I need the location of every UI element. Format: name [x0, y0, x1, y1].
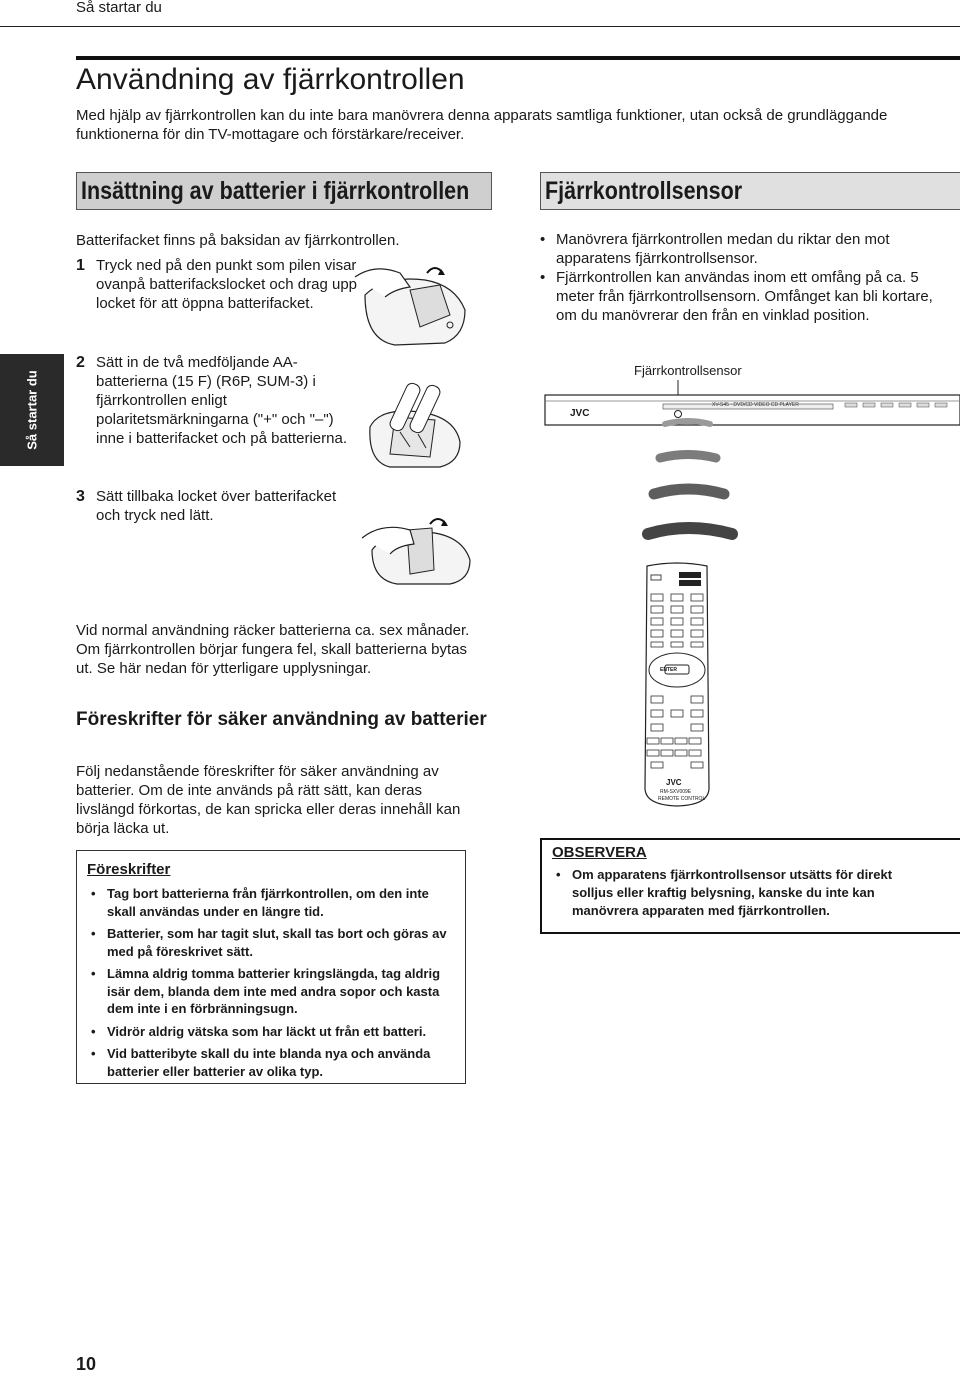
remote-brand: JVC	[666, 778, 682, 787]
step-1-text: Tryck ned på den punkt som pilen visar ovanpå batterifackslocket och drag upp locket för att öppna batterifacket.	[96, 257, 357, 312]
step-3	[76, 487, 346, 525]
normal-use-paragraph: Vid normal användning räcker batterierna ca. sex månader. Om fjärrkontrollen börjar fungera fel, skall batterierna bytas ut. Se här nedan för ytterligare upplysningar.	[76, 622, 470, 677]
sensor-bullet: • Fjärrkontrollen kan användas inom ett omfång på ca. 5 meter från fjärrkontrollsensorn. Omfånget kan bli kortare, om du manövrerar den från en vinklad position.	[538, 268, 956, 325]
header-rule	[0, 26, 960, 27]
caution-list	[89, 885, 457, 1085]
side-tab	[0, 354, 64, 466]
note-box-title: OBSERVERA	[552, 844, 647, 861]
step-3-text: Sätt tillbaka locket över batterifacket och tryck ned lätt.	[96, 488, 337, 524]
battery-section-header	[76, 172, 492, 210]
sensor-bullets	[538, 230, 956, 325]
battery-section-heading: Insättning av batterier i fjärrkontrollen	[81, 177, 470, 205]
device-model-text: XV-S45 · DVD/CD VIDEO CD PLAYER	[712, 402, 799, 408]
safety-paragraph: Följ nedanstående föreskrifter för säker användning av batterier. Om de inte används på rätt sätt, kan deras livslängd förkortas, de kan spricka eller deras innehåll kan börja läcka ut.	[76, 763, 461, 837]
ir-signal-icon	[640, 418, 740, 568]
battery-lead: Batterifacket finns på baksidan av fjärrkontrollen.	[76, 232, 400, 249]
sensor-bullet: • Manövrera fjärrkontrollen medan du riktar den mot apparatens fjärrkontrollsensor.	[538, 230, 956, 268]
remote-caption: REMOTE CONTROL	[658, 796, 706, 802]
step-3-number: 3	[76, 488, 85, 505]
dvd-player-illustration	[545, 393, 960, 429]
remote-control-illustration	[637, 560, 717, 810]
step-2-text: Sätt in de två medföljande AA-batterierna (15 F) (R6P, SUM-3) i fjärrkontrollen enligt polaritetsmärkningarna ("+" och "–") inne i batterifacket och på batterierna.	[96, 354, 347, 447]
step-1-illustration	[355, 255, 470, 350]
remote-enter-label: ENTER	[660, 667, 677, 673]
sensor-section-heading: Fjärrkontrollsensor	[545, 177, 743, 205]
sensor-label: Fjärrkontrollsensor	[634, 363, 742, 378]
running-header: Så startar du	[76, 0, 162, 16]
title-rule	[76, 56, 960, 60]
step-2-illustration	[360, 372, 470, 472]
caution-box	[76, 850, 466, 1084]
step-2-number: 2	[76, 354, 85, 371]
step-2	[76, 353, 366, 448]
note-box	[540, 838, 960, 934]
step-3-illustration	[362, 510, 472, 585]
step-1-number: 1	[76, 257, 85, 274]
safety-heading: Föreskrifter för säker användning av batterier	[76, 709, 487, 730]
caution-item: • Vidrör aldrig vätska som har läckt ut från ett batteri.	[89, 1023, 457, 1041]
note-list	[554, 866, 934, 920]
side-tab-label: Så startar du	[24, 370, 40, 450]
caution-item: • Tag bort batterierna från fjärrkontrollen, om den inte skall användas under en längre tid.	[89, 885, 457, 920]
device-brand: JVC	[570, 408, 590, 419]
step-1	[76, 256, 366, 313]
note-item: • Om apparatens fjärrkontrollsensor utsätts för direkt solljus eller kraftig belysning, kanske du inte kan manövrera apparaten med fjärrkontrollen.	[554, 866, 934, 920]
sensor-section-header	[540, 172, 960, 210]
page-number: 10	[76, 1354, 97, 1374]
page-title: Användning av fjärrkontrollen	[76, 63, 465, 96]
caution-item: • Lämna aldrig tomma batterier kringslängda, tag aldrig isär dem, blanda dem inte med andra sopor och kasta dem inte i en förbränningsugn.	[89, 965, 457, 1018]
remote-model: RM-SXV009E	[660, 789, 692, 795]
caution-box-title: Föreskrifter	[87, 861, 171, 878]
caution-item: • Vid batteribyte skall du inte blanda nya och använda batterier eller batterier av olika typ.	[89, 1045, 457, 1080]
caution-item: • Batterier, som har tagit slut, skall tas bort och göras av med på föreskrivet sätt.	[89, 925, 457, 960]
intro-paragraph: Med hjälp av fjärrkontrollen kan du inte bara manövrera denna apparats samtliga funktioner, utan också de grundläggande funktionerna för din TV-mottagare och förstärkare/receiver.	[76, 107, 888, 143]
